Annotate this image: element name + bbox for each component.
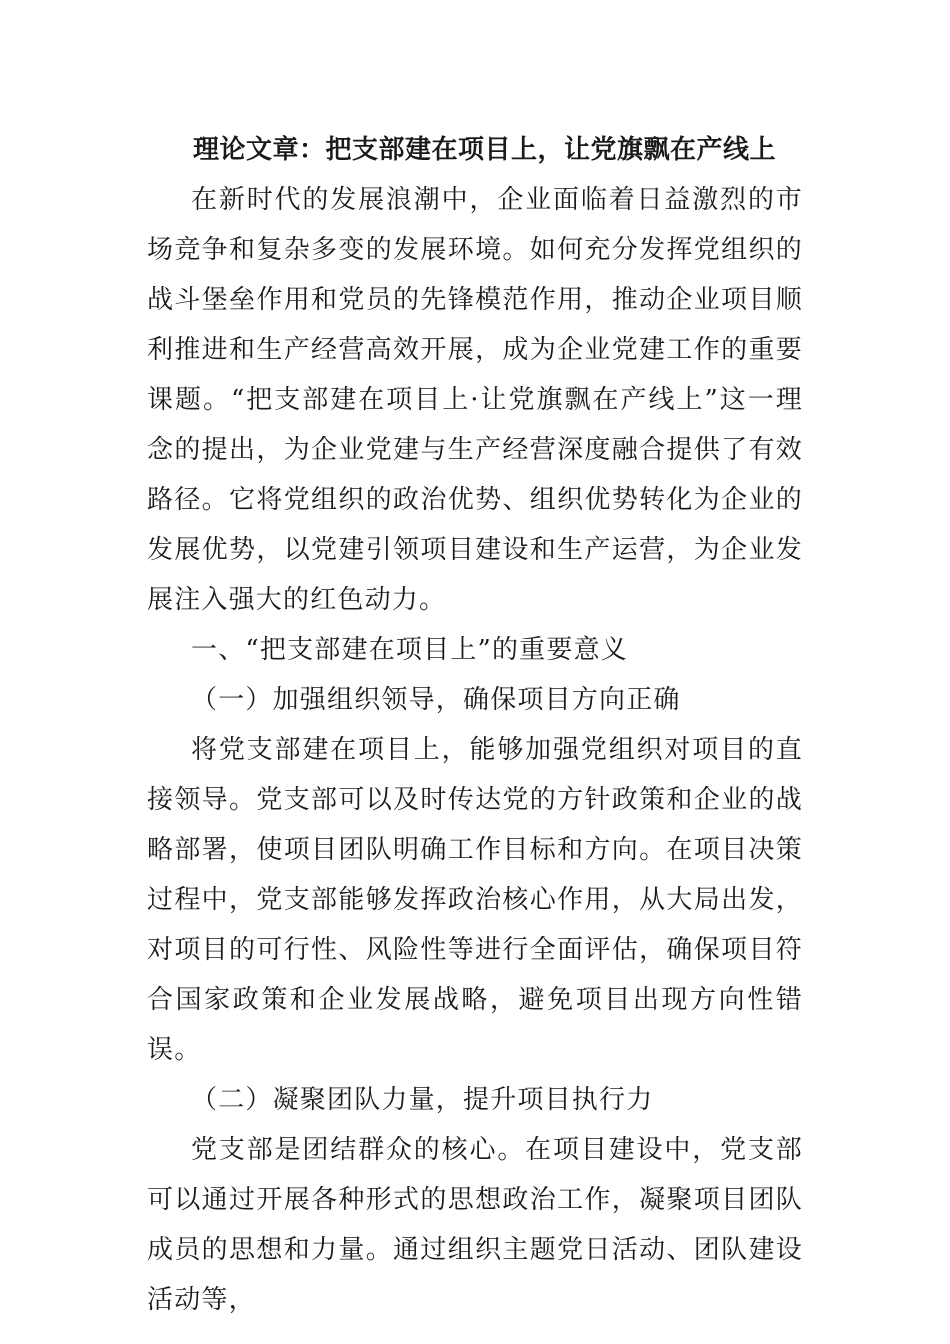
subsection-1-heading: （一）加强组织领导，确保项目方向正确 <box>191 685 681 715</box>
subsection-2-paragraph: 党支部是团结群众的核心。在项目建设中，党支部可以通过开展各种形式的思想政治工作，凝聚项目团队成员的思想和力量。通过组织主题党日活动、团队建设活动等， <box>147 1135 803 1315</box>
subsection-1-paragraph: 将党支部建在项目上，能够加强党组织对项目的直接领导。党支部可以及时传达党的方针政策和企业的战略部署，使项目团队明确工作目标和方向。在项目决策过程中，党支部能够发挥政治核心作用，从大局出发，对项目的可行性、风险性等进行全面评估，确保项目符合国家政策和企业发展战略，避免项目出现方向性错误。 <box>147 735 803 1065</box>
section-1-heading: 一、“把支部建在项目上”的重要意义 <box>191 635 628 665</box>
subsection-2-heading: （二）凝聚团队力量，提升项目执行力 <box>191 1085 654 1115</box>
document-body <box>147 125 803 1325</box>
intro-paragraph: 在新时代的发展浪潮中，企业面临着日益激烈的市场竞争和复杂多变的发展环境。如何充分发挥党组织的战斗堡垒作用和党员的先锋模范作用，推动企业项目顺利推进和生产经营高效开展，成为企业党建工作的重要课题。“把支部建在项目上·让党旗飘在产线上”这一理念的提出，为企业党建与生产经营深度融合提供了有效路径。它将党组织的政治优势、组织优势转化为企业的发展优势，以党建引领项目建设和生产运营，为企业发展注入强大的红色动力。 <box>147 185 803 615</box>
document-title: 理论文章：把支部建在项目上，让党旗飘在产线上 <box>193 135 777 165</box>
